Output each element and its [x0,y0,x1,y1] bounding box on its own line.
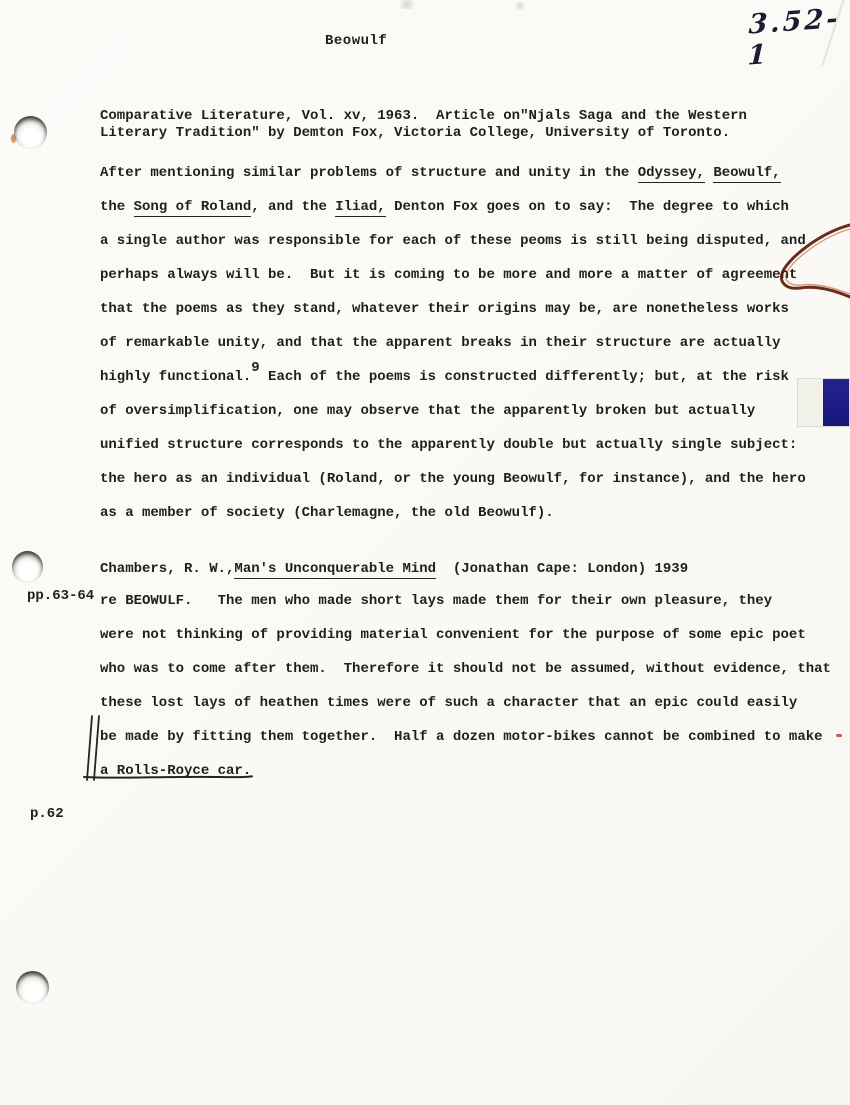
typed-text: Denton Fox goes on to say: The degree to which [385,199,789,215]
typed-text: the hero as an individual (Roland, or the young Beowulf, for instance), and the hero [100,471,806,487]
blue-tab-sticker [797,378,850,427]
text-line [100,125,747,142]
hand-underline-mark [80,768,260,782]
text-line [100,156,806,190]
typed-text: that the poems as they stand, whatever their origins may be, are nonetheless works [100,301,789,317]
margin-page-note: p.62 [30,806,64,822]
fox-quote-passage [100,156,806,530]
red-ink-dot [836,734,842,737]
typed-text: Literary Tradition" by Demton Fox, Victoria College, University of Toronto. [100,124,731,141]
edge-smudge [396,0,418,9]
text-line [100,552,688,586]
hole-punch-middle [12,551,43,583]
typed-text: be made by fitting them together. Half a dozen motor-bikes cannot be combined to make [100,729,823,745]
typed-text: Comparative Literature, Vol. xv, 1963. Article on"Njals Saga and the Western [100,108,747,124]
edge-smudge [513,2,527,10]
underlined-text: Man's Unconquerable Mind [234,561,437,577]
ink-speck [11,134,16,143]
page-title: Beowulf [325,33,388,49]
typed-text: , and the [251,199,336,215]
margin-page-range-note: pp.63-64 [27,588,95,604]
typed-text: of oversimplification, one may observe that the apparently broken but actually [100,403,756,419]
typed-text: highly functional. [100,369,252,385]
blue-tab-sticker-color [823,379,849,426]
text-line [100,292,806,326]
text-line [100,686,831,720]
text-line [100,618,831,652]
underlined-text: Beowulf, [713,165,781,181]
typed-text [705,165,713,181]
typed-text: a Rolls-Royce car. [100,763,252,779]
underlined-text: Iliad, [335,199,386,215]
underlined-text: Song of Roland [133,199,252,215]
text-line [100,360,806,394]
typed-text: were not thinking of providing material convenient for the purpose of some epic poet [100,627,806,643]
text-line [100,190,806,224]
typed-text: Each of the poems is constructed differently; but, at the risk [259,369,789,385]
footnote-number: 9 [251,360,260,376]
text-line [100,326,806,360]
hole-punch-bottom [16,971,49,1004]
typed-text: who was to come after them. Therefore it should not be assumed, without evidence, that [100,661,831,677]
text-line [100,496,806,530]
typed-text: re BEOWULF. The men who made short lays made them for their own pleasure, they [100,593,773,609]
typed-text: as a member of society (Charlemagne, the old Beowulf). [100,505,554,521]
handwritten-catalog-number: 3.52-1 [747,2,841,72]
typed-text: (Jonathan Cape: London) 1939 [436,561,689,577]
text-line [100,652,831,686]
red-pen-loop-annotation [770,213,850,305]
text-line [100,584,831,618]
text-line [100,258,806,292]
text-line [100,108,747,125]
text-line [100,720,831,754]
chambers-citation-line [100,552,688,586]
text-line [100,428,806,462]
typed-text: the [100,199,134,215]
typed-text: a single author was responsible for each of these peoms is still being disputed, and [100,233,806,249]
citation-paragraph [100,108,747,141]
typed-text: Chambers, R. W., [100,561,235,577]
text-line [100,224,806,258]
text-line [100,462,806,496]
typed-text: of remarkable unity, and that the apparent breaks in their structure are actually [100,335,781,351]
typed-text: perhaps always will be. But it is coming to be more and more a matter of agreement [100,267,798,283]
chambers-quote-passage [100,584,831,788]
typed-text: unified structure corresponds to the apparently double but actually single subject: [100,437,798,453]
typed-text: After mentioning similar problems of structure and unity in the [100,165,638,181]
hole-punch-top [14,116,47,149]
typed-text: these lost lays of heathen times were of such a character that an epic could easily [100,695,798,711]
text-line [100,394,806,428]
underlined-text: Odyssey, [637,165,705,181]
